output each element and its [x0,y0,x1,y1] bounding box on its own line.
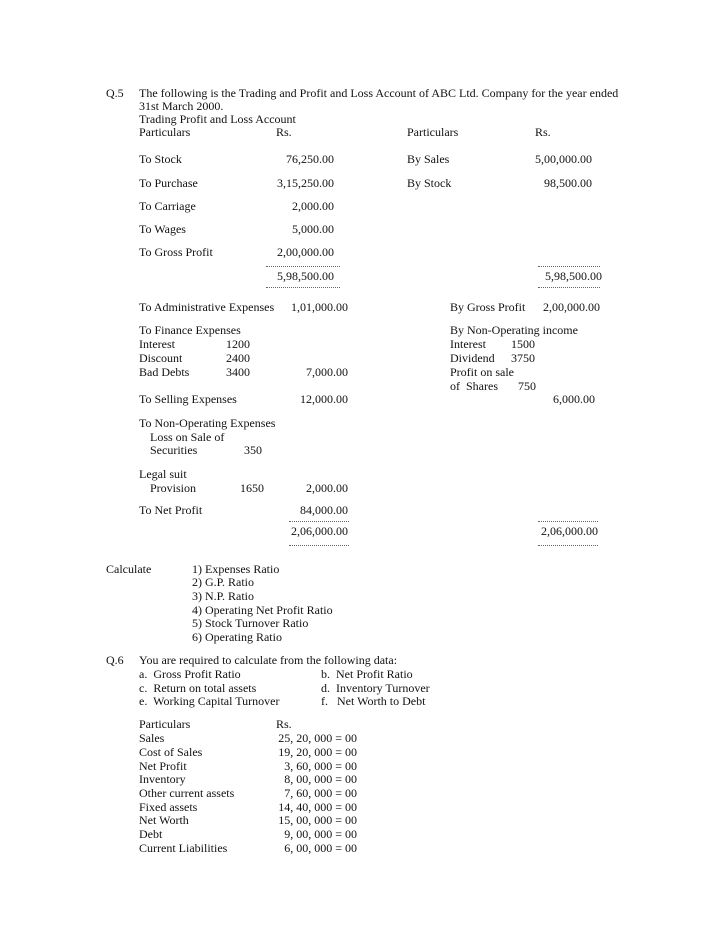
sub-item-label: Legal suit [139,467,187,481]
account-item-amount: 84,000.00 [300,503,348,517]
account-item-label: By Gross Profit [450,300,526,314]
question-text: You are required to calculate from the following data: [139,653,398,667]
list-item: 1) Expenses Ratio [192,562,280,576]
sub-item-value: 1500 [511,337,535,351]
account-item-amount: 2,000.00 [306,481,348,495]
account-item-amount: 2,000.00 [292,199,334,213]
account-item-amount: 3,15,250.00 [277,176,334,190]
table-row-value: 19, 20, 000 = 00 [278,745,357,759]
account-item-amount: 98,500.00 [544,176,592,190]
table-row-label: Net Profit [139,759,187,773]
table-row-value: 14, 40, 000 = 00 [278,800,357,814]
column-header: Rs. [535,125,551,139]
sub-item-value: 1200 [226,337,250,351]
account-item-amount: 2,00,000.00 [277,245,334,259]
question-text: 31st March 2000. [139,99,224,113]
calculate-label: Calculate [106,562,152,576]
table-row-label: Other current assets [139,786,235,800]
divider [538,266,600,267]
list-item: a. Gross Profit Ratio [139,667,241,681]
sub-item-label: Dividend [450,351,495,365]
sub-item-label: Provision [150,481,197,495]
account-item-amount: 76,250.00 [286,152,334,166]
list-item: 3) N.P. Ratio [192,589,255,603]
list-item: d. Inventory Turnover [321,681,430,695]
question-text: The following is the Trading and Profit and Loss Account of ABC Ltd. Company for the year ended [139,86,619,100]
list-item: c. Return on total assets [139,681,257,695]
table-row-value: 8, 00, 000 = 00 [284,772,357,786]
column-header: Particulars [139,125,191,139]
account-item-label: To Administrative Expenses [139,300,275,314]
column-header: Rs. [276,717,292,731]
account-item-label: To Wages [139,222,186,236]
account-item-label: By Non-Operating income [450,323,578,337]
account-item-label: To Purchase [139,176,198,190]
account-item-amount: 2,00,000.00 [543,300,600,314]
account-item-label: To Net Profit [139,503,203,517]
sub-item-label: of Shares [450,379,498,393]
table-row-value: 25, 20, 000 = 00 [278,731,357,745]
table-row-label: Sales [139,731,165,745]
account-item-label: To Finance Expenses [139,323,241,337]
account-item-amount: 12,000.00 [300,392,348,406]
list-item: e. Working Capital Turnover [139,694,280,708]
table-row-label: Current Liabilities [139,841,228,855]
account-total: 2,06,000.00 [291,524,348,538]
account-item-amount: 7,000.00 [306,365,348,379]
sub-item-label: Loss on Sale of [150,430,225,444]
table-row-label: Inventory [139,772,186,786]
sub-item-label: Bad Debts [139,365,190,379]
table-row-label: Cost of Sales [139,745,203,759]
table-row-value: 3, 60, 000 = 00 [284,759,357,773]
sub-item-value: 350 [244,443,262,457]
sub-item-label: Profit on sale [450,365,514,379]
divider [266,287,340,288]
sub-item-value: 750 [518,379,536,393]
table-row-label: Debt [139,827,163,841]
account-item-label: To Selling Expenses [139,392,237,406]
account-item-label: To Non-Operating Expenses [139,416,276,430]
divider [538,287,600,288]
column-header: Particulars [407,125,459,139]
account-item-amount: 5,000.00 [292,222,334,236]
account-item-amount: 6,000.00 [553,392,595,406]
list-item: 2) G.P. Ratio [192,575,255,589]
question-number: Q.5 [106,86,124,100]
list-item: 6) Operating Ratio [192,630,282,644]
table-row-value: 9, 00, 000 = 00 [284,827,357,841]
account-item-label: To Gross Profit [139,245,213,259]
account-item-label: To Carriage [139,199,196,213]
table-row-value: 6, 00, 000 = 00 [284,841,357,855]
account-item-label: To Stock [139,152,182,166]
sub-item-value: 3750 [511,351,535,365]
question-number: Q.6 [106,653,124,667]
sub-item-value: 2400 [226,351,250,365]
divider [266,266,340,267]
list-item: f. Net Worth to Debt [321,694,426,708]
sub-item-label: Securities [150,443,198,457]
divider [289,545,349,546]
table-row-label: Fixed assets [139,800,198,814]
list-item: 4) Operating Net Profit Ratio [192,603,333,617]
column-header: Particulars [139,717,191,731]
account-title: Trading Profit and Loss Account [139,112,296,126]
account-item-amount: 1,01,000.00 [291,300,348,314]
divider [538,545,598,546]
divider [289,521,349,522]
sub-item-label: Interest [139,337,175,351]
table-row-value: 15, 00, 000 = 00 [278,813,357,827]
account-total: 5,98,500.00 [545,269,602,283]
sub-item-value: 1650 [240,481,264,495]
column-header: Rs. [276,125,292,139]
list-item: b. Net Profit Ratio [321,667,413,681]
table-row-value: 7, 60, 000 = 00 [284,786,357,800]
table-row-label: Net Worth [139,813,189,827]
account-total: 5,98,500.00 [277,269,334,283]
account-item-amount: 5,00,000.00 [535,152,592,166]
divider [538,521,598,522]
sub-item-label: Interest [450,337,486,351]
sub-item-value: 3400 [226,365,250,379]
account-total: 2,06,000.00 [541,524,598,538]
account-item-label: By Sales [407,152,450,166]
sub-item-label: Discount [139,351,183,365]
account-item-label: By Stock [407,176,452,190]
list-item: 5) Stock Turnover Ratio [192,616,309,630]
